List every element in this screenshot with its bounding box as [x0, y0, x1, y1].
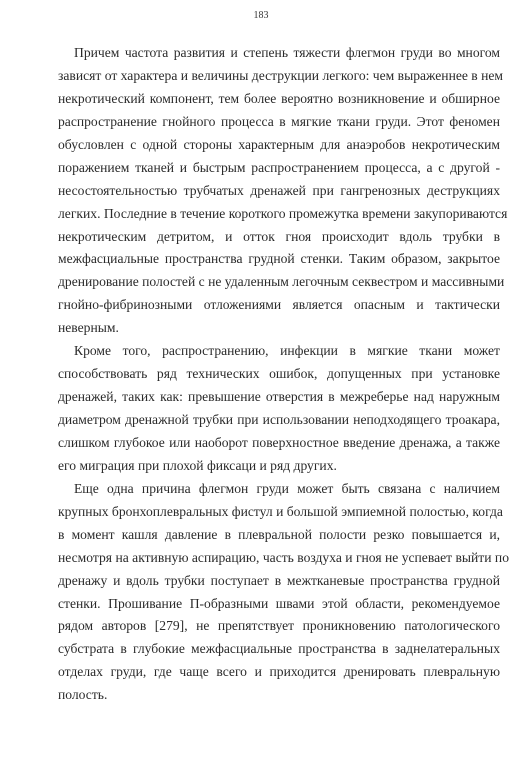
text-line: диаметром дренажной трубки при использовании неподходящего троакара,	[58, 412, 500, 427]
text-line: дренажу и вдоль трубки поступает в межтканевые пространства грудной	[58, 572, 500, 588]
text-line: обусловлен с одной стороны характерным для анаэробов некротическим	[58, 136, 500, 152]
text-line: дренирование полостей с не удаленным легочным секвестром и массивными	[58, 274, 505, 290]
text-line: поражением тканей и быстрым распространением процесса, а с другой -	[58, 159, 500, 175]
text-line: субстрата в глубокие межфасциальные пространства в заднелатеральных	[58, 641, 500, 657]
text-line: способствовать ряд технических ошибок, допущенных при установке	[58, 366, 500, 382]
text-line: крупных бронхоплевральных фистул и большой эмпиемной полостью, когда	[58, 503, 503, 519]
page-body	[58, 42, 509, 707]
paragraph	[58, 478, 509, 707]
text-line: слишком глубокое или наоборот поверхностное введение дренажа, а также	[58, 434, 500, 450]
text-line: несмотря на активную аспирацию, часть воздуха и гноя не успевает выйти по	[58, 549, 509, 565]
text-line: Кроме того, распространению, инфекции в мягкие ткани может	[74, 343, 500, 359]
text-line: некротический компонент, тем более вероятно возникновение и обширное	[58, 90, 500, 106]
text-line: некротическим детритом, и отток гноя происходит вдоль трубки в	[58, 228, 500, 244]
text-line: несостоятельностью трубчатых дренажей при гангренозных деструкциях	[58, 182, 500, 198]
text-line: дренажей, таких как: превышение отверстия в межреберье над наружным	[58, 389, 500, 405]
paragraph	[58, 42, 508, 340]
text-line: в момент кашля давление в плевральной полости резко повышается и,	[58, 526, 500, 542]
text-line: полость.	[58, 687, 108, 703]
page-number: 183	[253, 10, 269, 21]
text-line: рядом авторов [279], не препятствует проникновению патологического	[58, 618, 500, 634]
paragraphs	[58, 42, 509, 707]
paragraph	[58, 340, 500, 478]
text-line: зависят от характера и величины деструкции легкого: чем выраженнее в нем	[58, 67, 504, 83]
text-line: межфасциальные пространства грудной стенки. Таким образом, закрытое	[58, 251, 500, 267]
text-line: распространение гнойного процесса в мягкие ткани груди. Этот феномен	[58, 113, 500, 129]
text-line: гнойно-фибринозными отложениями является опасным и тактически	[58, 297, 500, 313]
text-line: неверным.	[58, 320, 119, 336]
text-line: легких. Последние в течение короткого промежутка времени закупориваются	[58, 205, 508, 221]
text-line: стенки. Прошивание П-образными швами этой области, рекомендуемое	[58, 595, 500, 611]
text-line: его миграция при плохой фиксаци и ряд других.	[58, 457, 337, 473]
text-line: Причем частота развития и степень тяжести флегмон груди во многом	[74, 45, 500, 60]
text-line: отделах груди, где чаще всего и приходится дренировать плевральную	[58, 664, 500, 680]
text-line: Еще одна причина флегмон груди может быть связана с наличием	[74, 480, 500, 496]
